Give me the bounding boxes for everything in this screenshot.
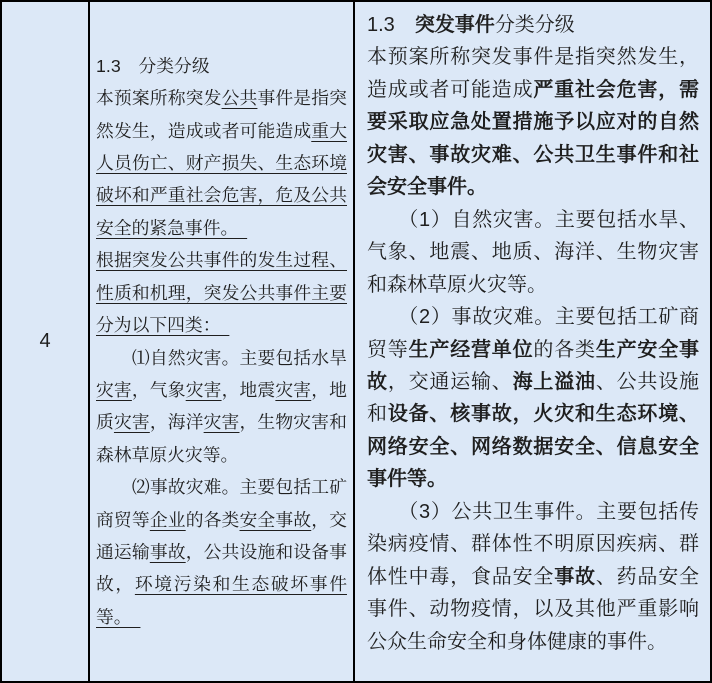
- text-run: 分类分级: [494, 14, 575, 36]
- text-run: ，气象: [131, 379, 186, 400]
- text-run: 环境污染和生态破坏事件等。: [96, 574, 347, 627]
- text-run: ，地震: [221, 379, 276, 400]
- new-heading: [367, 9, 699, 41]
- text-run: 灾害: [275, 379, 312, 400]
- new-version-cell: [355, 2, 710, 681]
- text-run: 生产安全事故: [367, 338, 700, 393]
- text-run: 企业: [149, 509, 186, 530]
- new-paragraph-4: [367, 496, 699, 658]
- text-run: 海上溢油: [512, 370, 596, 393]
- text-run: 1.3 分类分级: [96, 55, 210, 76]
- row-number: 4: [39, 330, 51, 352]
- new-paragraph-3: [367, 301, 699, 496]
- text-run: 的各类: [533, 338, 596, 361]
- text-run: 突发事件: [414, 14, 495, 36]
- text-run: 灾害: [185, 379, 222, 400]
- row-number-cell: [2, 2, 90, 681]
- text-run: ，地质: [96, 379, 347, 433]
- old-paragraph-4: [96, 471, 347, 633]
- text-run: 、药品安全事件、动物疫情，以及其他严重影响公众生命安全和身体健康的事件。: [367, 565, 700, 653]
- old-paragraph-2: [96, 244, 347, 341]
- text-run: （3）公共卫生事件。主要包括传染病疫情、群体性不明原因疾病、群体性中毒，食品安全: [367, 500, 699, 588]
- text-run: ⑵事故灾难。主要包括工矿商贸等: [96, 477, 347, 530]
- text-run: 1.3: [367, 14, 415, 36]
- text-run: 灾害: [203, 412, 240, 433]
- text-run: 根据突发公共事件的发生过程、性质和机理，突发公共事件主要分为以下四类：: [96, 250, 347, 336]
- text-run: ⑴自然灾害。主要包括水旱: [96, 347, 347, 368]
- text-run: 的各类: [185, 509, 240, 530]
- text-run: 本预案所称突发: [96, 88, 222, 109]
- text-run: ，公共设施和设备事故，: [96, 541, 347, 595]
- text-run: （1）自然灾害。主要包括水旱、气象、地震、地质、海洋、生物灾害和森林草原火灾等。: [367, 208, 699, 296]
- text-run: ，海洋: [149, 412, 204, 433]
- text-run: 灾害: [96, 379, 132, 400]
- old-paragraph-3: [96, 342, 347, 472]
- text-run: 设备、核事故，火灾和生态环境、网络安全、网络数据安全、信息安全事件等。: [367, 403, 700, 491]
- old-heading: [96, 50, 347, 82]
- text-run: 事故: [554, 565, 596, 588]
- old-paragraph-1: [96, 82, 347, 244]
- new-paragraph-2: [367, 204, 699, 301]
- new-paragraph-1: [367, 41, 699, 203]
- text-run: 严重社会危害，需要采取应急处置措施予以应对的自然灾害、事故灾难、公共卫生事件和社会安全事件。: [367, 78, 700, 199]
- text-run: 本预案所称突发事件是指突然发生，造成或者可能造成: [367, 46, 699, 101]
- text-run: 、公共设施和: [367, 370, 700, 426]
- text-run: ，交通运输: [96, 509, 347, 562]
- old-version-cell: [90, 2, 355, 681]
- text-run: 公共: [221, 88, 258, 109]
- text-run: ，交通运输、: [387, 370, 513, 393]
- text-run: 重大人员伤亡、财产损失、生态环境破坏和严重社会危害，危及公共安全的紧急事件。: [96, 120, 347, 238]
- text-run: 灾害: [113, 412, 150, 433]
- text-run: 安全事故: [239, 509, 312, 530]
- text-run: （2）事故灾难。主要包括工矿商贸等: [367, 306, 699, 361]
- text-run: 生产经营单位: [408, 338, 534, 361]
- text-run: 事故: [149, 541, 186, 562]
- text-run: 事件是指突然发生，造成或者可能造成: [96, 88, 347, 141]
- text-run: ，生物灾害和森林草原火灾等。: [96, 412, 347, 465]
